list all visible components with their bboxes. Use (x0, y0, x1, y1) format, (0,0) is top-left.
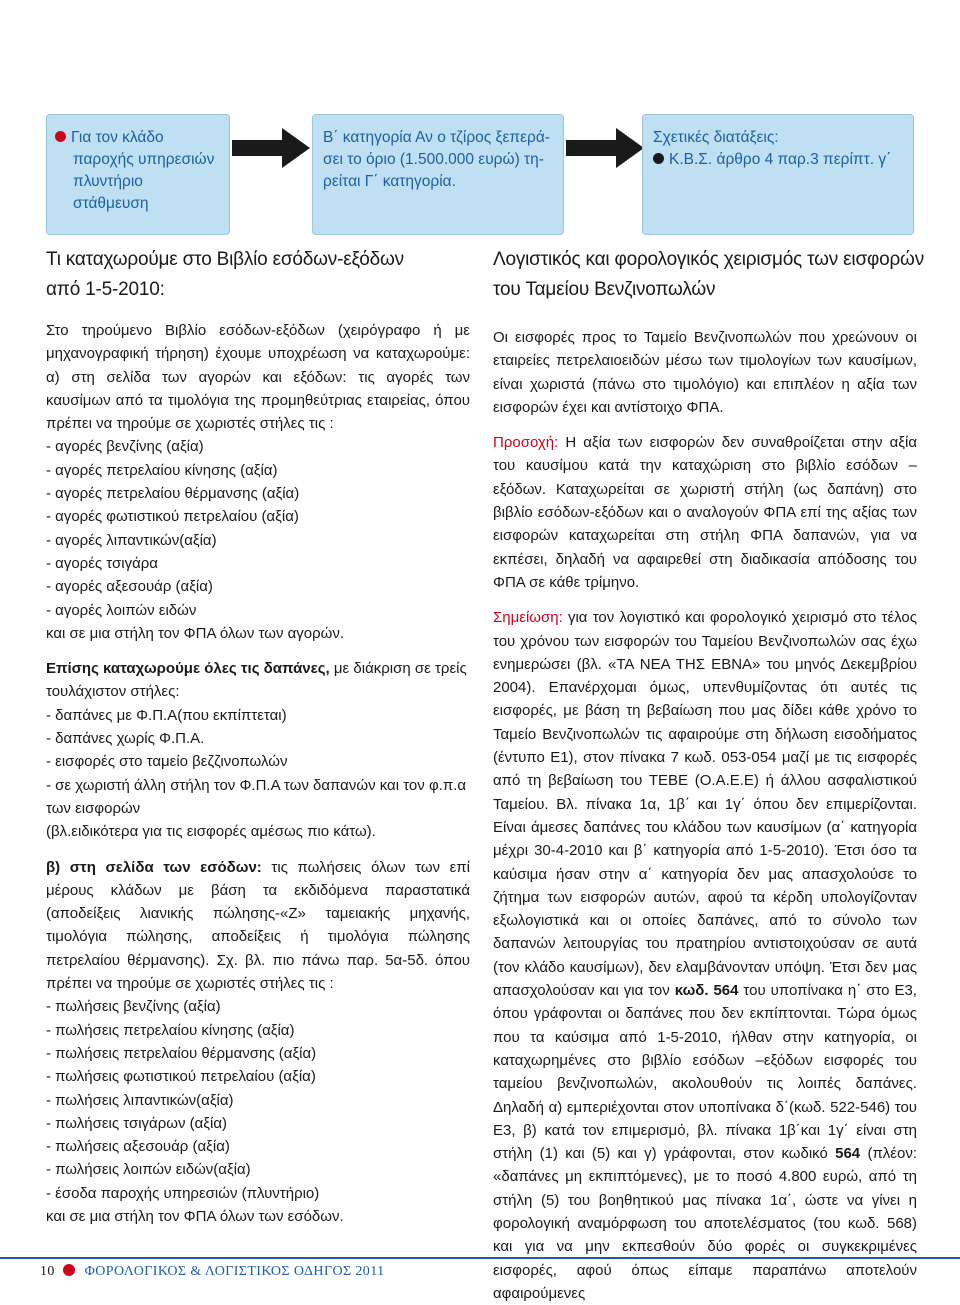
list-item: - πωλήσεις πετρελαίου κίνησης (αξία) (46, 1021, 295, 1039)
note-paragraph: Σημείωση: για τον λογιστικό και φορολογικό χειρισμό στο τέλος του χρόνου των εισφορών του Ταμείου Βενζινοπωλών σας έχω ενημερώσει (βλ. «ΤΑ ΝΕΑ ΤΗΣ ΕΒΝΑ» του μηνός Δεκεμβρίου 2004). Επανέρχομαι όμως, υπενθυμίζοντας ότι αυτές τις εισφορές, με βάση τη βεβαίωση που μας δίδει κάθε χρόνο το Ταμείο Βενζινοπωλών τις αφαιρούμε στη δήλωση εισοδήματος (έντυπο Ε1), στον πίνακα 7 κωδ. 053-054 μαζί με τις εισφορές από τη βεβαίωση του ΤΕΒΕ (Ο.Α.Ε.Ε) ή άλλου ασφαλιστικού Ταμείου. Βλ. πίνακα 1α, 1β΄ και 1γ΄ όπου δεν επιμερίζονται. Είναι άμεσες δαπάνες του κλάδου των καυσίμων (α΄ κατηγορία μέχρι 30-4-2010 και β΄ κατηγορία από 1-5-2010). Έτσι όσο τα καύσιμα ήσαν στην α΄ κατηγορία δεν μας απασχολούσε το ζήτημα των εισφορών αυτών, αφού τα κέρδη υπολογίζονταν εξωλογιστικά και οι οποίες δαπάνες, από το σύνολο των δαπανών λειτουργίας του πρατηρίου αντιστοιχούσαν σε αυτά (τον κλάδο καυσίμων), δεν ελαμβάνονταν υπόψη. Έτσι δεν μας απασχολούσαν και για τον κωδ. 564 του υποπίνακα η΄ στο Ε3, όπου γράφονται οι δαπάνες που δεν εκπίπτονται. Τώρα όμως που τα καύσιμα από 1-5-2010, ήλθαν στην κατηγορία, οι καταχωρημένες στο βιβλίο εσόδων –εξόδων εισφορές του ταμείου βενζινοπωλών, ακολουθούν τις λοιπές δαπάνες. Δηλαδή α) εμπεριέχονται στον υποπίνακα δ΄(κωδ. 522-546) του Ε3, β) κατά τον επιμερισμό, βλ. πίνακα 1β΄και 1γ΄ είναι στη στήλη (1) και (5) και γ) γράφονται, στον κωδικό 564 (πλέον: «δαπάνες μη εκπιπτόμενες), με το ποσό 4.800 ευρώ, από τη στήλη (5) του βοηθητικού μας πίνακα 1α΄, ώστε να γίνει η φορολογική αναμόρφωση του αποτελέσματος (του κωδ. 568) και για να μην εκπεσθούν δύο φορές οι συγκεκριμένες εισφορές, αφού όπως είπαμε παραπάνω αποτελούν αφαιρούμενες (493, 609, 917, 1302)
right-arrow-icon (232, 126, 312, 170)
list-item: - αγορές βενζίνης (αξία) (46, 438, 204, 456)
page-footer (40, 1264, 384, 1280)
list-item: - αγορές λιπαντικών(αξία) (46, 531, 217, 549)
sales-list (46, 995, 470, 1205)
list-item: - σε χωριστή άλλη στήλη τον Φ.Π.Α των δαπανών και τον φ.π.α των εισφορών (46, 776, 467, 817)
purchases-vat-note: και σε μια στήλη τον ΦΠΑ όλων των αγορών. (46, 624, 345, 642)
flow-box-line: σει το όριο (1.500.000 ευρώ) τη- (323, 151, 544, 168)
list-item: - αγορές αξεσουάρ (αξία) (46, 578, 213, 596)
list-item: - εισφορές στο ταμείο βεζζινοπωλών (46, 753, 288, 771)
flow-box-category (312, 114, 564, 235)
right-column (493, 326, 917, 1305)
list-item: - αγορές πετρελαίου κίνησης (αξία) (46, 461, 278, 479)
attention-paragraph: Προσοχή: Η αξία των εισφορών δεν συναθροίζεται στην αξία του καυσίμου κατά την καταχώριση στο βιβλίο εσόδων –εξόδων. Καταχωρείται σε χωριστή στήλη (ως δαπάνη) στο βιβλίο εσόδων-εξόδων και ο αναλογούν ΦΠΑ επί της αξίας των εισφορών καταχωρείται στη στήλη ΦΠΑ δαπανών, για να εκπέσει, δηλαδή να αφαιρεθεί στη διαδικασία απόδοσης του ΦΠΑ σε κάθε τρίμηνο. (493, 434, 917, 591)
list-item: - πωλήσεις βενζίνης (αξία) (46, 998, 221, 1016)
flow-box-provisions (642, 114, 914, 235)
page-number: 10 (40, 1264, 55, 1279)
left-column (46, 319, 470, 1228)
flow-box-line: παροχής υπηρεσιών (73, 151, 215, 168)
right-section-heading: Λογιστικός και φορολογικός χειρισμός των εισφορών του Ταμείου Βενζινοπωλών (493, 249, 924, 300)
list-item: - πωλήσεις πετρελαίου θέρμανσης (αξία) (46, 1044, 317, 1062)
expenses-list (46, 704, 470, 844)
publication-title: ΦΟΡΟΛΟΓΙΚΟΣ & ΛΟΓΙΣΤΙΚΟΣ ΟΔΗΓΟΣ 2011 (84, 1264, 385, 1279)
flow-box-line: Κ.Β.Σ. άρθρο 4 παρ.3 περίπτ. γ΄ (653, 149, 903, 171)
contributions-paragraph: Οι εισφορές προς το Ταμείο Βενζινοπωλών που χρεώνουν οι εταιρείες πετρελαιοειδών μέσω των τιμολογίων των καυσίμων, είναι χωριστά (πάνω στο τιμολόγιο) και επιπλέον η αξία των εισφορών έχει και αντίστοιχο ΦΠΑ. (493, 329, 917, 416)
bullet-icon (653, 153, 664, 164)
sales-vat-note: και σε μια στήλη τον ΦΠΑ όλων των εσόδων. (46, 1207, 344, 1225)
list-item: - αγορές φωτιστικού πετρελαίου (αξία) (46, 508, 299, 526)
list-item: - έσοδα παροχής υπηρεσιών (πλυντήριο) (46, 1184, 320, 1202)
list-item: - δαπάνες με Φ.Π.Α(που εκπίπτεται) (46, 706, 287, 724)
flow-box-line: Β΄ κατηγορία Αν ο τζίρος ξεπερά- (323, 129, 550, 146)
flow-box-line: στάθμευση (73, 195, 149, 212)
bullet-icon (55, 131, 66, 142)
right-arrow-icon (566, 126, 646, 170)
income-lead: β) στη σελίδα των εσόδων: τις πωλήσεις όλων των επί μέρους κλάδων με βάση τα εκδιδόμενα παραστατικά (αποδείξεις λιανικής πώλησης-«Ζ» ταμειακής μηχανής, τιμολόγια πώλησης, αποδείξεις ή τιμολόγια πώλησης πετρελαίου θέρμανσης). Σχ. βλ. πιο πάνω παρ. 5α-5δ. όπου πρέπει να τηρούμε σε χωριστές στήλες τις : (46, 858, 470, 993)
intro-paragraph: Στο τηρούμενο Βιβλίο εσόδων-εξόδων (χειρόγραφο ή με μηχανογραφική τήρηση) έχουμε υποχρέωση να καταχωρούμε: α) στη σελίδα των αγορών και εξόδων: τις αγορές των καυσίμων από τα τιμολόγια της προμηθεύτριας εταιρείας, όπου πρέπει να τηρούμε σε χωριστές στήλες τις : (46, 322, 470, 433)
left-section-heading: Τι καταχωρούμε στο Βιβλίο εσόδων-εξόδων από 1-5-2010: (46, 249, 404, 300)
flow-box-line: Για τον κλάδο (55, 127, 221, 149)
bullet-icon (63, 1264, 75, 1276)
attention-label: Προσοχή: (493, 434, 559, 452)
list-item: - πωλήσεις λιπαντικών(αξία) (46, 1091, 234, 1109)
list-item: - πωλήσεις λοιπών ειδών(αξία) (46, 1161, 251, 1179)
list-item: - πωλήσεις φωτιστικού πετρελαίου (αξία) (46, 1068, 316, 1086)
expenses-lead: Επίσης καταχωρούμε όλες τις δαπάνες, με διάκριση σε τρείς τουλάχιστον στήλες: (46, 660, 467, 701)
flow-box-sector (46, 114, 230, 235)
list-item: - αγορές πετρελαίου θέρμανσης (αξία) (46, 485, 300, 503)
list-item: - πωλήσεις τσιγάρων (αξία) (46, 1114, 228, 1132)
list-item: - δαπάνες χωρίς Φ.Π.Α. (46, 730, 205, 748)
list-item: - αγορές λοιπών ειδών (46, 601, 197, 619)
list-item: (βλ.ειδικότερα για τις εισφορές αμέσως πιο κάτω). (46, 823, 376, 841)
list-item: - πωλήσεις αξεσουάρ (αξία) (46, 1138, 230, 1156)
note-label: Σημείωση: (493, 609, 563, 627)
purchases-list (46, 435, 470, 621)
list-item: - αγορές τσιγάρα (46, 554, 158, 572)
footer-rule (0, 1257, 960, 1259)
flow-box-line: πλυντήριο (73, 173, 143, 190)
flow-box-line: ρείται Γ΄ κατηγορία. (323, 173, 456, 190)
flow-box-title: Σχετικές διατάξεις: (653, 129, 779, 146)
